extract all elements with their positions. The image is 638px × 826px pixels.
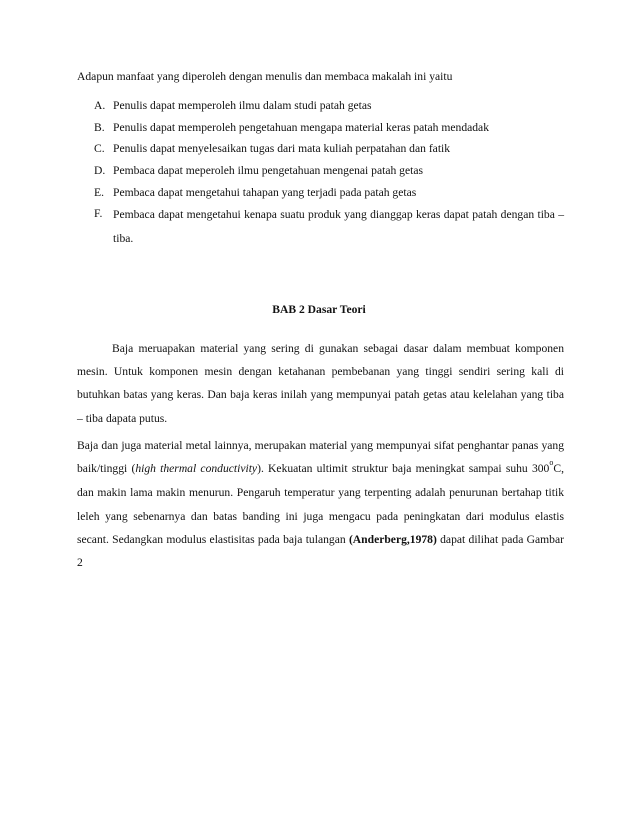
paragraph-baja-thermal	[77, 434, 564, 574]
list-item-text: Penulis dapat memperoleh pengetahuan mengapa material keras patah mendadak	[113, 120, 490, 134]
list-item	[94, 160, 564, 182]
list-item-text: Penulis dapat memperoleh ilmu dalam studi patah getas	[113, 99, 372, 112]
italic-term: high thermal conductivity	[135, 462, 258, 476]
list-item	[94, 95, 564, 117]
intro-sentence: Adapun manfaat yang diperoleh dengan menulis dan membaca makalah ini yaitu	[77, 70, 453, 83]
list-marker: B.	[94, 120, 105, 134]
list-item-text: Penulis dapat menyelesaikan tugas dari mata kuliah perpatahan dan fatik	[113, 142, 451, 156]
list-item-text: Pembaca dapat meperoleh ilmu pengetahuan mengenai patah getas	[113, 164, 424, 178]
list-item-text: Pembaca dapat mengetahui kenapa suatu produk yang dianggap keras dapat patah dengan tiba – tiba.	[113, 207, 564, 245]
list-item	[94, 117, 564, 139]
paragraph-baja-intro: Baja meruapakan material yang sering di gunakan sebagai dasar dalam membuat komponen mesin. Untuk komponen mesin dengan ketahanan pembebanan yang tinggi sendiri sering kali di butuhkan batas yang keras. Dan baja keras inilah yang mempunyai patah getas atau kelelahan yang tiba – tiba dapata putus.	[77, 342, 564, 425]
paragraph-text: dapat dilihat pada Gambar 2	[77, 532, 564, 570]
benefits-list	[94, 95, 564, 251]
section-heading: BAB 2 Dasar Teori	[272, 303, 366, 316]
paragraph-text: ). Kekuatan ultimit struktur baja meningkat sampai suhu 300	[257, 462, 550, 476]
paragraph-text: C, dan makin lama makin menurun. Pengaruh temperatur yang terpenting adalah penurunan bertahap titik leleh yang sebenarnya dan batas banding ini juga mengacu pada peningkatan dari modulus elastis secant. Sedangkan modulus elastisitas pada baja tulangan	[77, 462, 564, 546]
citation: (Anderberg,1978)	[348, 532, 437, 546]
degree-superscript: o	[549, 458, 554, 468]
list-marker: E.	[94, 185, 104, 199]
list-item	[94, 182, 564, 204]
list-marker: C.	[94, 142, 105, 156]
list-item	[94, 138, 564, 160]
paragraph-text: Baja dan juga material metal lainnya, merupakan material yang mempunyai sifat penghantar panas yang baik/tinggi (	[77, 439, 564, 476]
list-marker: F.	[94, 206, 103, 220]
list-marker: D.	[94, 164, 106, 178]
list-item-text: Pembaca dapat mengetahui tahapan yang terjadi pada patah getas	[113, 185, 417, 199]
list-marker: A.	[94, 99, 106, 112]
list-item	[94, 203, 564, 251]
